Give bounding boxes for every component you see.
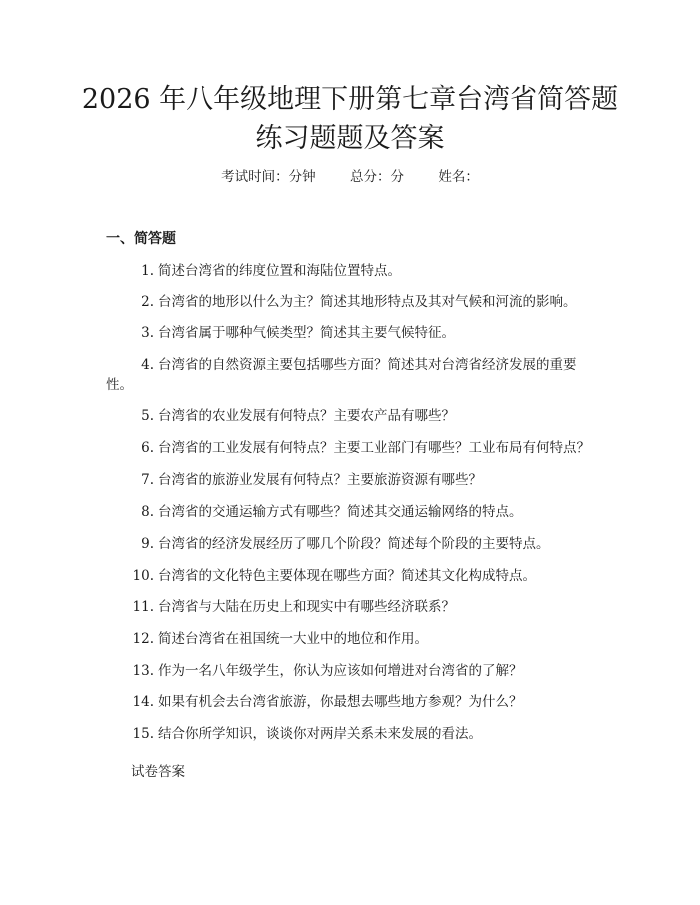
question-item — [106, 292, 596, 312]
question-text: 作为一名八年级学生，你认为应该如何增进对台湾省的了解？ — [158, 663, 523, 679]
question-number: 2. — [141, 294, 154, 310]
question-text: 简述台湾省的纬度位置和海陆位置特点。 — [158, 263, 401, 279]
question-number: 3. — [141, 325, 154, 341]
question-item — [106, 629, 596, 649]
question-item — [106, 323, 596, 343]
exam-time-label: 考试时间： — [221, 169, 289, 185]
question-item — [106, 470, 596, 490]
exam-time-unit: 分钟 — [288, 169, 316, 185]
section-heading: 一、简答题 — [106, 231, 176, 247]
question-item — [106, 534, 596, 554]
question-text: 台湾省的自然资源主要包括哪些方面？简述其对台湾省经济发展的重要性。 — [106, 357, 577, 393]
question-item — [106, 406, 596, 426]
question-text: 台湾省的地形以什么为主？简述其地形特点及其对气候和河流的影响。 — [158, 294, 577, 310]
document-title-line-1: 2026 年八年级地理下册第七章台湾省简答题 — [81, 84, 619, 115]
answer-heading: 试卷答案 — [131, 764, 185, 780]
question-number: 12. — [132, 631, 154, 647]
document-title-line-2: 练习题题及答案 — [255, 123, 445, 154]
question-number: 6. — [141, 440, 154, 456]
total-score-label: 总分： — [350, 169, 391, 185]
question-number: 8. — [141, 504, 154, 520]
question-text: 台湾省与大陆在历史上和现实中有哪些经济联系？ — [158, 599, 455, 615]
question-item — [106, 566, 596, 586]
question-number: 15. — [132, 726, 154, 742]
question-text: 台湾省属于哪种气候类型？简述其主要气候特征。 — [158, 325, 455, 341]
question-number: 4. — [141, 357, 154, 373]
question-item — [106, 355, 596, 395]
question-item — [106, 661, 596, 681]
question-text: 台湾省的交通运输方式有哪些？简述其交通运输网络的特点。 — [158, 504, 523, 520]
question-item — [106, 502, 596, 522]
question-number: 5. — [141, 408, 154, 424]
question-item — [106, 261, 596, 281]
question-number: 13. — [132, 663, 154, 679]
question-item — [106, 724, 596, 744]
question-number: 1. — [141, 263, 154, 279]
question-item — [106, 597, 596, 617]
question-text: 台湾省的农业发展有何特点？主要农产品有哪些？ — [158, 408, 455, 424]
question-text: 简述台湾省在祖国统一大业中的地位和作用。 — [158, 631, 428, 647]
question-number: 9. — [141, 536, 154, 552]
exam-info-line — [0, 168, 700, 186]
question-text: 台湾省的经济发展经历了哪几个阶段？简述每个阶段的主要特点。 — [158, 536, 550, 552]
question-item — [106, 438, 596, 458]
question-text: 台湾省的旅游业发展有何特点？主要旅游资源有哪些？ — [158, 472, 482, 488]
question-text: 台湾省的文化特色主要体现在哪些方面？简述其文化构成特点。 — [158, 568, 536, 584]
question-text: 台湾省的工业发展有何特点？主要工业部门有哪些？工业布局有何特点？ — [158, 440, 590, 456]
question-number: 7. — [141, 472, 154, 488]
question-number: 11. — [132, 599, 154, 615]
question-item — [106, 692, 596, 712]
student-name-label: 姓名： — [438, 169, 479, 185]
question-text: 如果有机会去台湾省旅游，你最想去哪些地方参观？为什么？ — [158, 694, 523, 710]
question-number: 14. — [132, 694, 154, 710]
question-number: 10. — [132, 568, 154, 584]
question-text: 结合你所学知识，谈谈你对两岸关系未来发展的看法。 — [158, 726, 482, 742]
total-score-unit: 分 — [390, 169, 404, 185]
